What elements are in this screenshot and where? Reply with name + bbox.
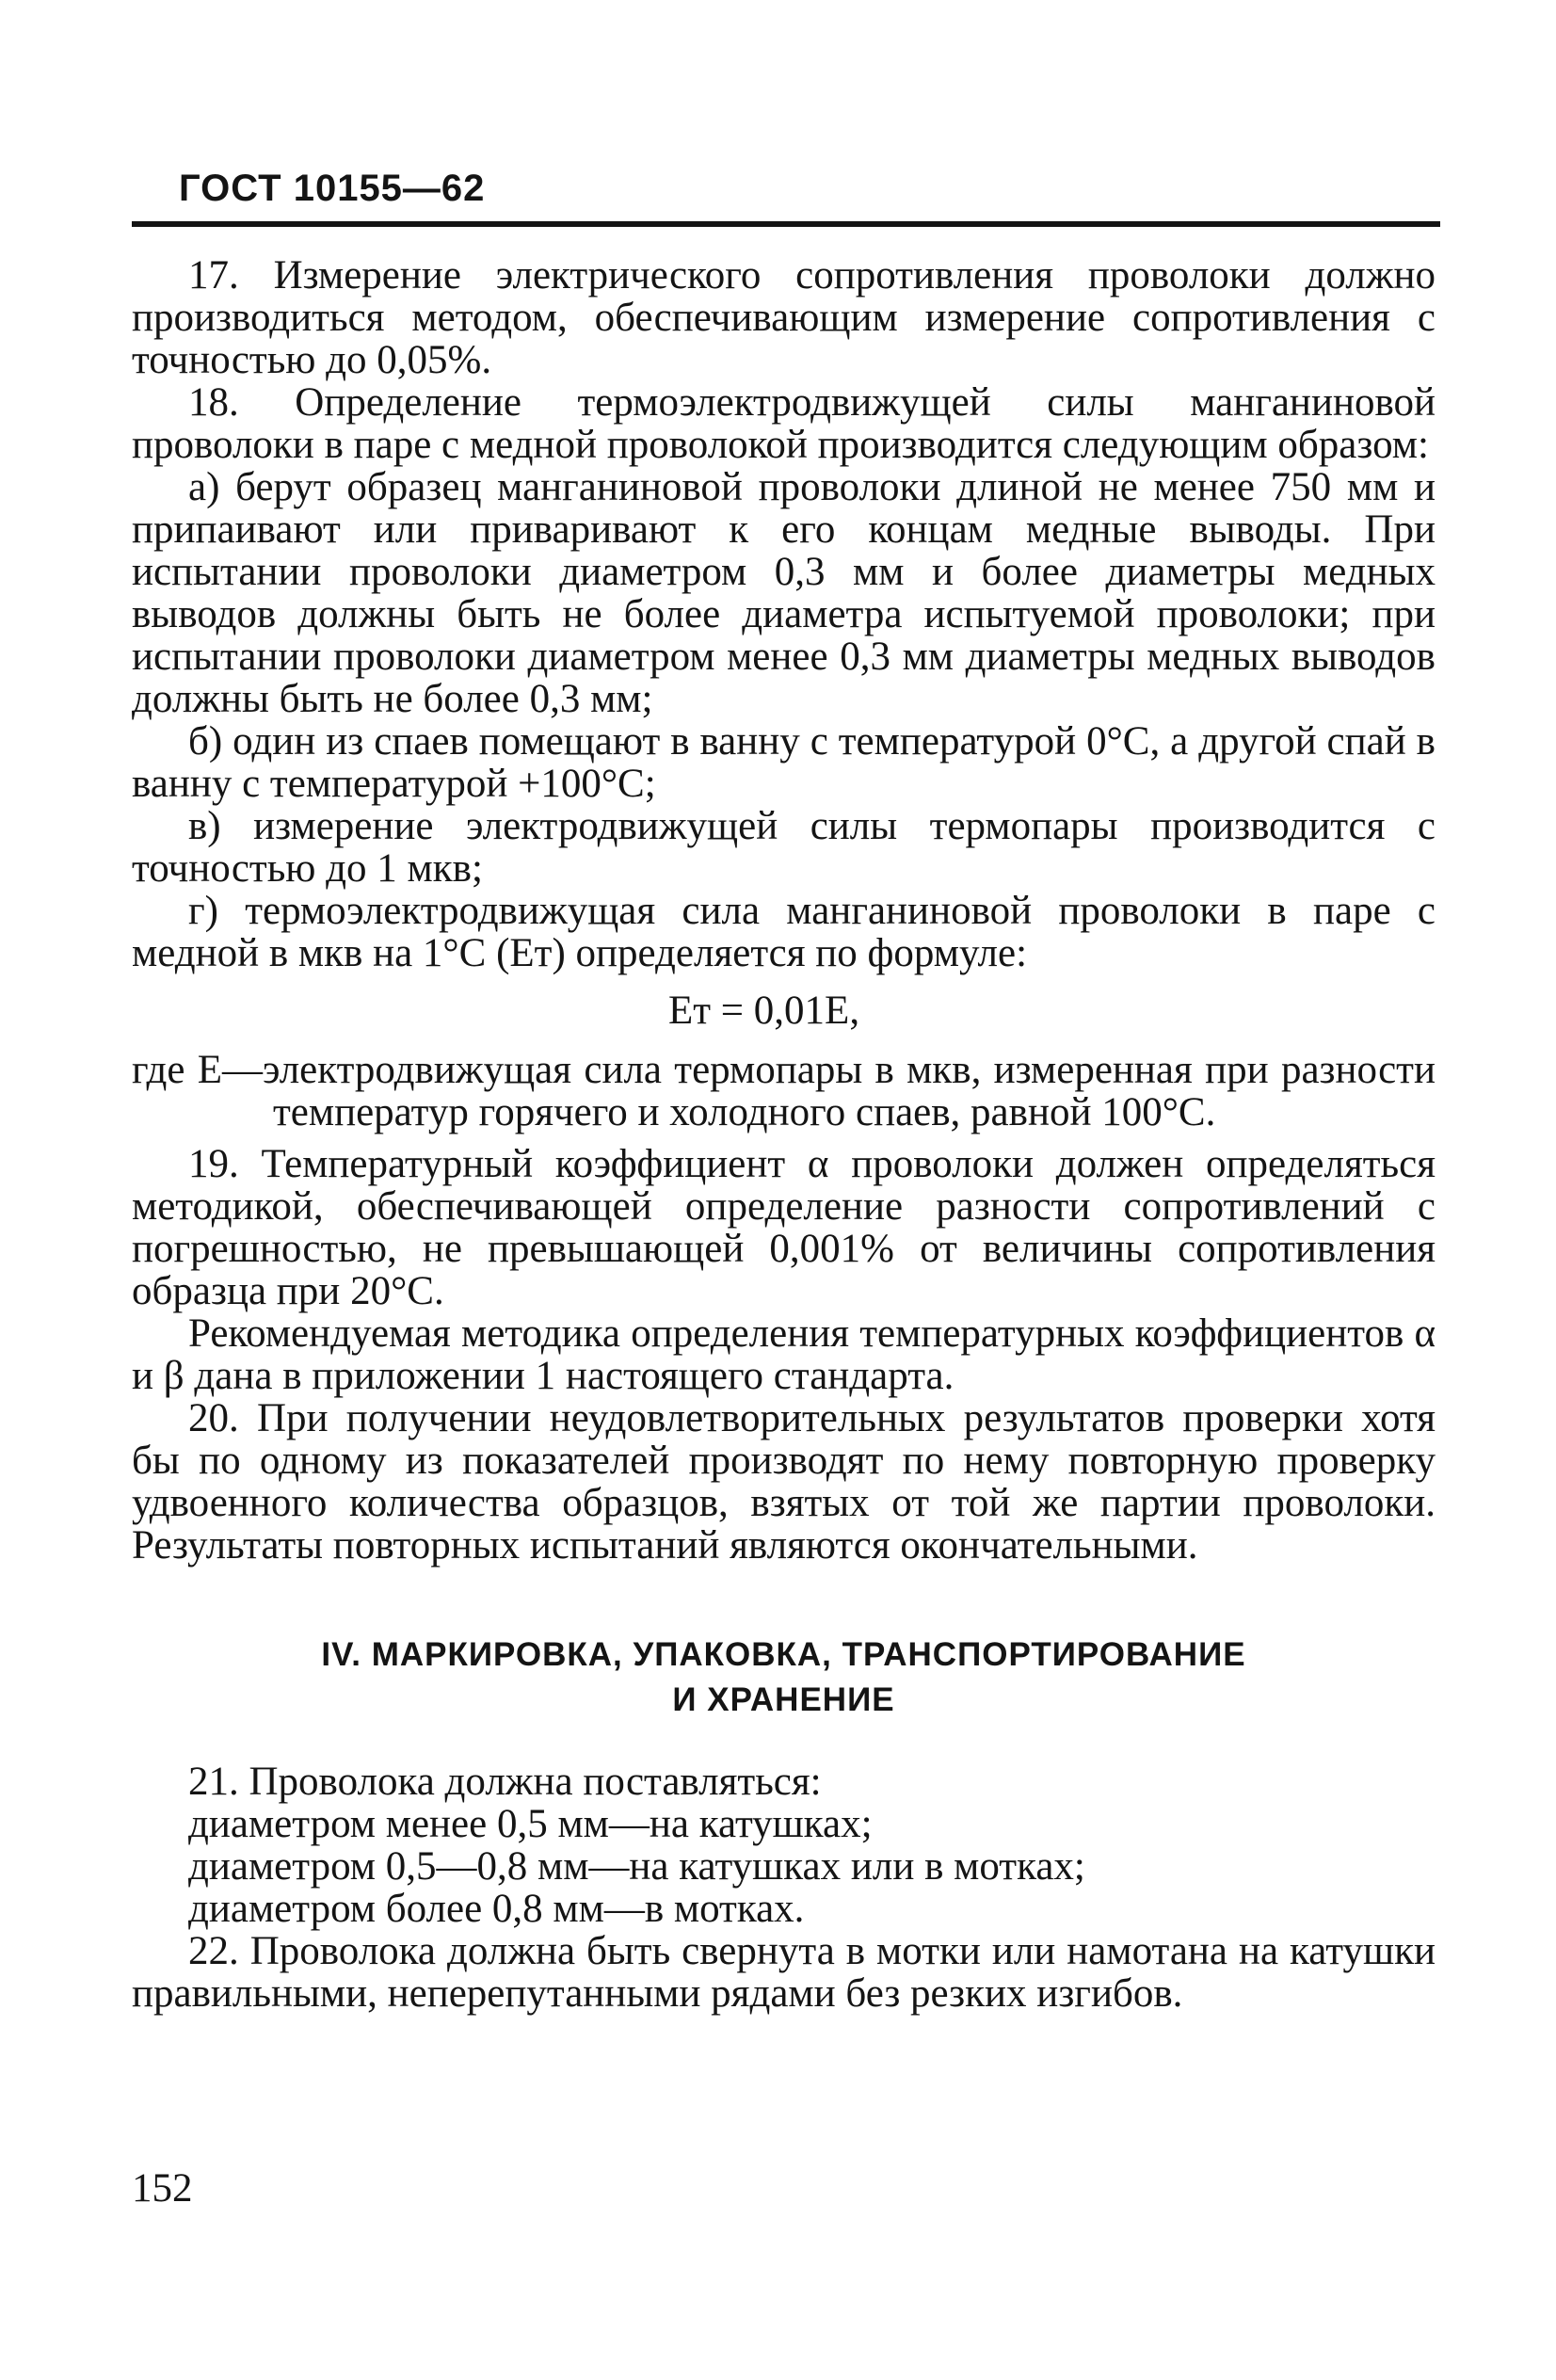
paragraph-18g: г) термоэлектродвижущая сила манганиновой проволоки в паре с медной в мкв на 1°С (Eт) определяется по формуле: <box>132 889 1436 975</box>
section-heading-line-1: IV. МАРКИРОВКА, УПАКОВКА, ТРАНСПОРТИРОВАНИЕ <box>321 1636 1246 1673</box>
section-heading-line-2: И ХРАНЕНИЕ <box>672 1681 895 1718</box>
paragraph-17: 17. Измерение электрического сопротивления проволоки должно производиться методом, обеспечивающим измерение сопротивления с точностью до 0,05%. <box>132 253 1436 382</box>
formula: Eт = 0,01E, <box>668 989 860 1033</box>
paragraph-21: 21. Проволока должна поставляться: <box>188 1760 822 1804</box>
paragraph-19: 19. Температурный коэффициент α проволоки должен определяться методикой, обеспечивающей определение разности сопротивлений с погрешностью, не превышающей 0,001% от величины сопротивления образца при 20°С. <box>132 1142 1436 1313</box>
paragraph-18: 18. Определение термоэлектродвижущей силы манганиновой проволоки в паре с медной проволокой производится следующим образом: <box>132 380 1436 467</box>
section-heading <box>132 1632 1436 1723</box>
list-item: диаметром более 0,8 мм—в мотках. <box>188 1887 805 1931</box>
paragraph-20: 20. При получении неудовлетворительных результатов проверки хотя бы по одному из показателей производят по нему повторную проверку удвоенного количества образцов, взятых от той же партии проволоки. Результаты повторных испытаний являются окончательными. <box>132 1396 1436 1568</box>
paragraph-18a: а) берут образец манганиновой проволоки длиной не менее 750 мм и припаивают или приваривают к его концам медные выводы. При испытании проволоки диаметром 0,3 мм и более диаметры медных выводов должны быть не более диаметра испытуемой проволоки; при испытании проволоки диаметром менее 0,3 мм диаметры медных выводов должны быть не более 0,3 мм; <box>132 465 1436 721</box>
list-item: диаметром менее 0,5 мм—на катушках; <box>188 1802 873 1846</box>
formula-explanation: где E—электродвижущая сила термопары в мкв, измеренная при разности температур горячего и холодного спаев, равной 100°С. <box>132 1048 1436 1134</box>
header-rule <box>132 221 1440 227</box>
document-header: ГОСТ 10155—62 <box>179 168 486 209</box>
paragraph-19-recommendation: Рекомендуемая методика определения температурных коэффициентов α и β дана в приложении 1 настоящего стандарта. <box>132 1311 1436 1398</box>
document-body <box>132 254 1436 2015</box>
paragraph-18v: в) измерение электродвижущей силы термопары производится с точностью до 1 мкв; <box>132 804 1436 891</box>
paragraph-21-list <box>132 1803 1436 1930</box>
paragraph-18b: б) один из спаев помещают в ванну с температурой 0°С, а другой спай в ванну с температурой +100°С; <box>132 719 1436 806</box>
paragraph-22: 22. Проволока должна быть свернута в мотки или намотана на катушки правильными, неперепутанными рядами без резких изгибов. <box>132 1929 1436 2016</box>
list-item: диаметром 0,5—0,8 мм—на катушках или в мотках; <box>188 1844 1085 1889</box>
page-number: 152 <box>132 2166 193 2211</box>
